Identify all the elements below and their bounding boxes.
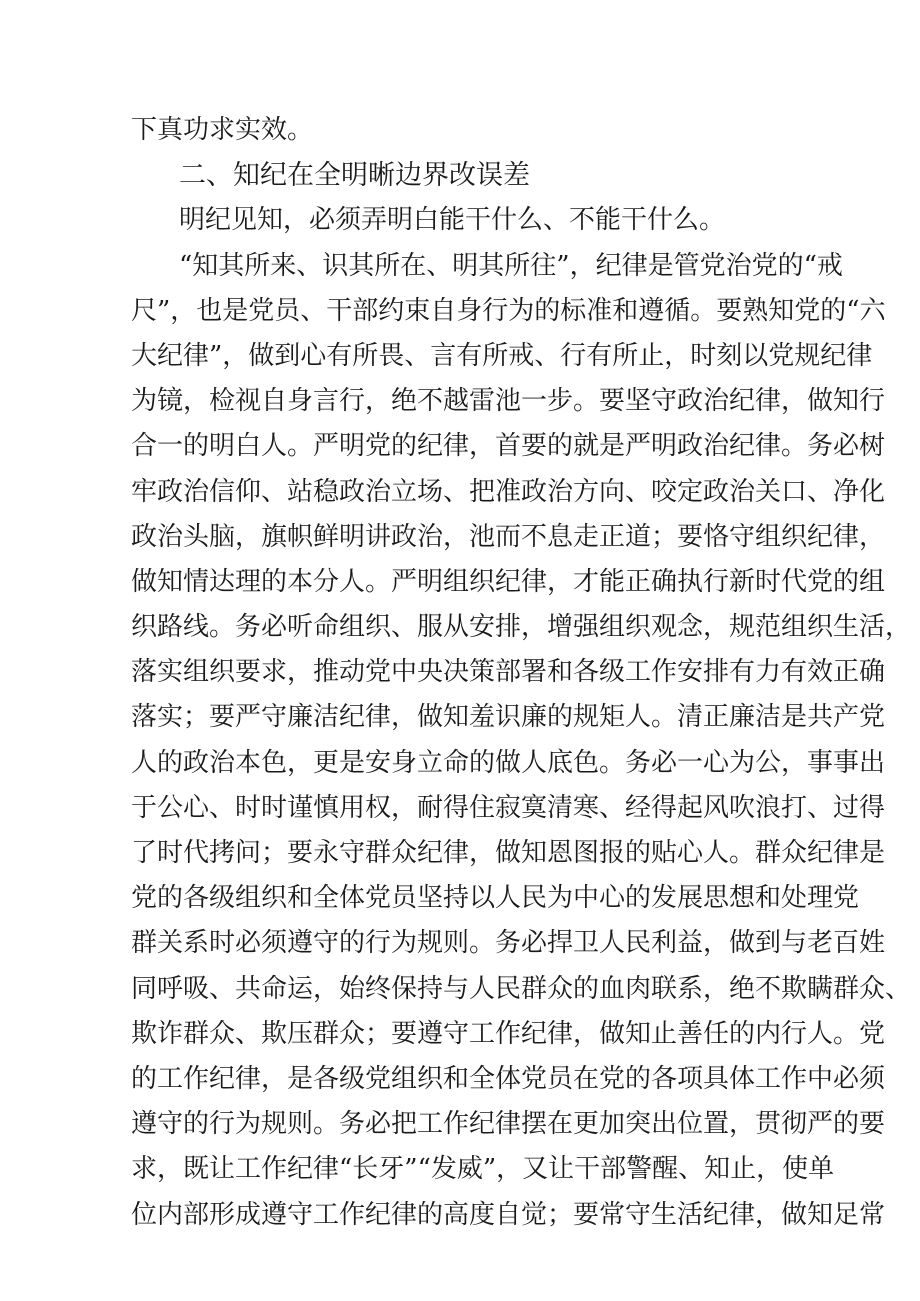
line-text: 大纪律”，做到心有所畏、言有所戒、行有所止，时刻以党规纪律 [131, 340, 873, 371]
section-heading-text: 二、知纪在全明晰边界改误差 [179, 160, 530, 192]
text-line [0, 424, 920, 469]
line-text: 同呼吸、共命运，始终保持与人民群众的血肉联系，绝不欺瞒群众、 [131, 973, 912, 1004]
line-text: 的工作纪律，是各级党组织和全体党员在党的各项具体工作中必须 [131, 1063, 886, 1094]
line-text: 落实；要严守廉洁纪律，做知羞识廉的规矩人。清正廉洁是共产党 [131, 702, 886, 733]
line-text: 党的各级组织和全体党员坚持以人民为中心的发展思想和处理党 [131, 883, 860, 914]
text-line [0, 334, 920, 379]
text-line [0, 1193, 920, 1238]
text-line [0, 786, 920, 831]
line-text: 欺诈群众、欺压群众；要遵守工作纪律，做知止善任的内行人。党 [131, 1018, 886, 1049]
line-text: 下真功求实效。 [131, 115, 314, 145]
line-text: “知其所来、识其所在、明其所往”，纪律是管党治党的“戒 [179, 250, 843, 281]
text-line [0, 560, 920, 605]
line-text: 政治头脑，旗帜鲜明讲政治，池而不息走正道；要恪守组织纪律， [131, 521, 886, 552]
text-line [0, 967, 920, 1012]
line-text: 人的政治本色，更是安身立命的做人底色。务必一心为公，事事出 [131, 747, 886, 778]
text-line [0, 108, 920, 153]
line-text: 为镜，检视自身言行，绝不越雷池一步。要坚守政治纪律，做知行 [131, 386, 886, 417]
paragraph-first-line [0, 198, 920, 243]
text-line [0, 1147, 920, 1192]
line-text: 遵守的行为规则。务必把工作纪律摆在更加突出位置，贯彻严的要 [131, 1109, 886, 1140]
line-text: 织路线。务必听命组织、服从安排，增强组织观念，规范组织生活， [131, 612, 912, 643]
line-text: 尺”，也是党员、干部约束自身行为的标准和遵循。要熟知党的“六 [131, 295, 886, 326]
text-line [0, 741, 920, 786]
text-line [0, 605, 920, 650]
line-text: 求，既让工作纪律“长牙”“发威”，又让干部警醒、知止，使单 [131, 1154, 835, 1185]
line-text: 做知情达理的本分人。严明组织纪律，才能正确执行新时代党的组 [131, 566, 886, 597]
text-line [0, 650, 920, 695]
line-text: 群关系时必须遵守的行为规则。务必捍卫人民利益，做到与老百姓 [131, 928, 886, 959]
paragraph-first-line [0, 244, 920, 289]
text-line [0, 289, 920, 334]
text-line [0, 921, 920, 966]
text-line [0, 876, 920, 921]
document-body [0, 108, 920, 1238]
text-line [0, 695, 920, 740]
line-text: 了时代拷问；要永守群众纪律，做知恩图报的贴心人。群众纪律是 [131, 838, 886, 868]
line-text: 于公心、时时谨慎用权，耐得住寂寞清寒、经得起风吹浪打、过得 [131, 792, 886, 823]
line-text: 合一的明白人。严明党的纪律，首要的就是严明政治纪律。务必树 [131, 431, 886, 462]
text-line [0, 515, 920, 560]
line-text: 明纪见知，必须弄明白能干什么、不能干什么。 [179, 205, 726, 236]
text-line [0, 379, 920, 424]
section-heading [0, 153, 920, 198]
text-line [0, 1012, 920, 1057]
text-line [0, 831, 920, 876]
line-text: 落实组织要求，推动党中央决策部署和各级工作安排有力有效正确 [131, 657, 886, 688]
text-line [0, 470, 920, 515]
line-text: 牢政治信仰、站稳政治立场、把准政治方向、咬定政治关口、净化 [131, 476, 886, 507]
text-line [0, 1102, 920, 1147]
line-text: 位内部形成遵守工作纪律的高度自觉；要常守生活纪律，做知足常 [131, 1199, 886, 1230]
text-line [0, 1057, 920, 1102]
